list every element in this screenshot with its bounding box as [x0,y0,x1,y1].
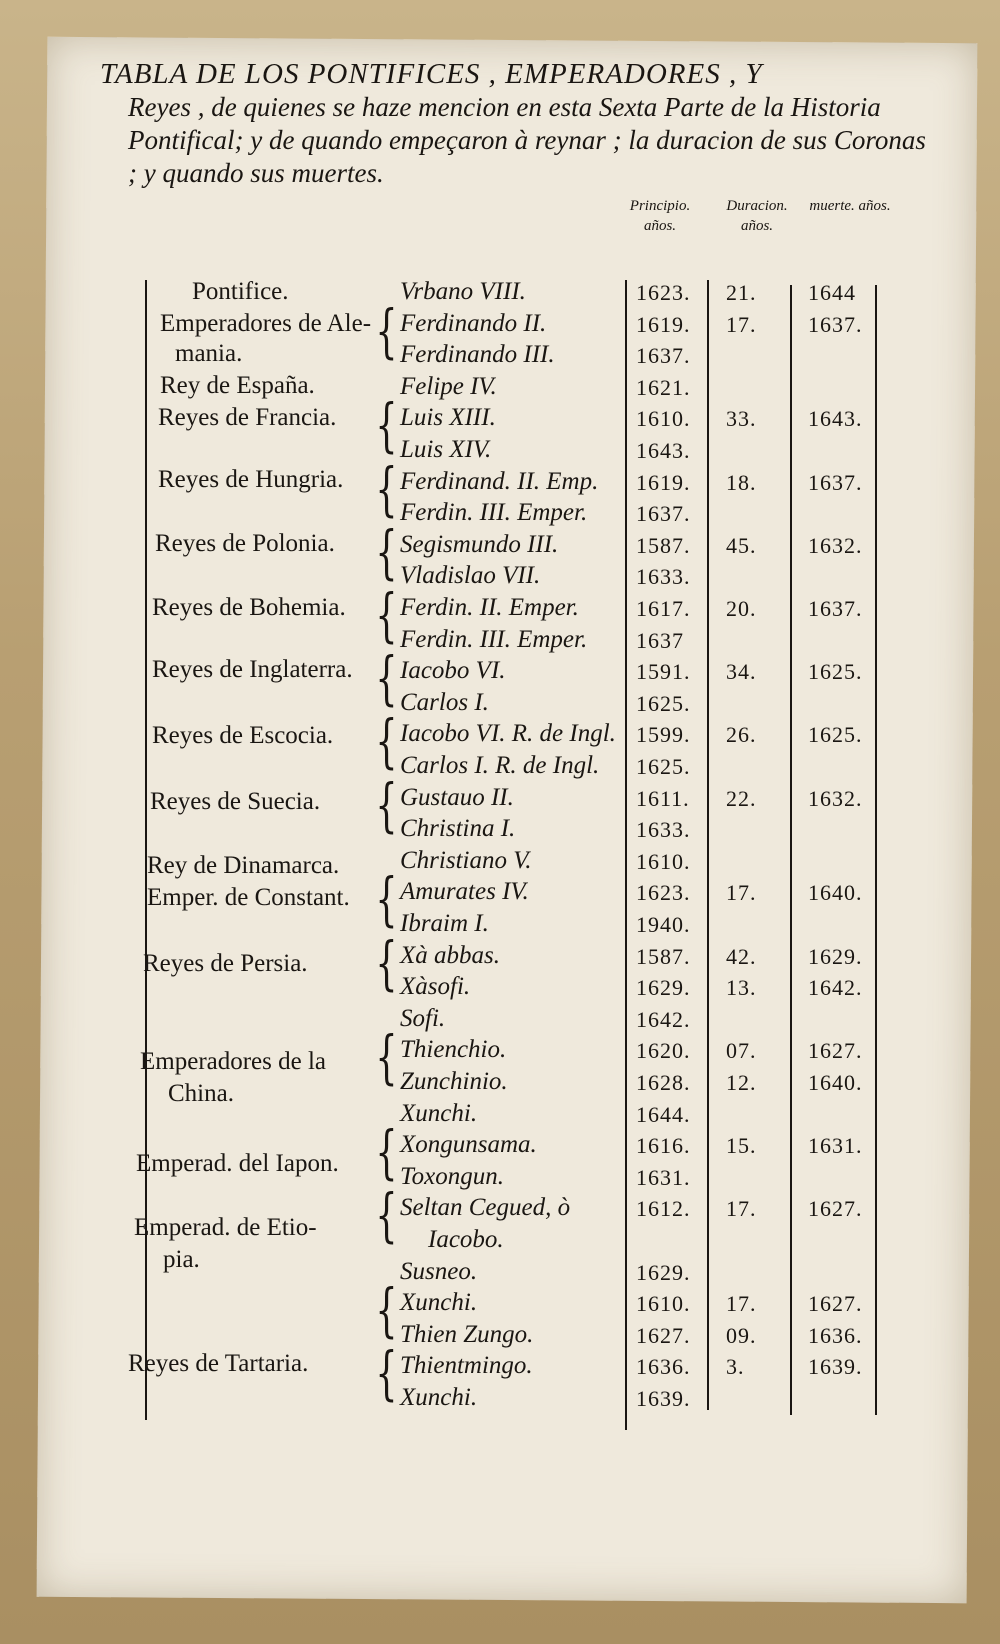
year-dur: 18. [726,469,757,495]
ruler-name: Xunchi. [400,1099,478,1127]
right-rule [875,285,877,1415]
year-death: 1640. [808,880,863,906]
monarchy-label: pia. [163,1246,200,1273]
ruler-name: Vladislao VII. [400,562,541,590]
ruler-name: Thien Zungo. [400,1320,534,1348]
year-start: 1623. [636,880,691,906]
ruler-name: Amurates IV. [400,878,529,906]
year-death: 1636. [808,1322,863,1348]
year-start: 1642. [636,1006,691,1032]
ruler-name: Gustauo II. [400,783,514,811]
page-title [100,58,930,190]
year-start: 1612. [636,1196,691,1222]
ruler-name: Xàsofi. [400,973,471,1001]
year-death: 1627. [808,1038,863,1064]
ruler-name: Christina I. [400,815,516,843]
ruler-name: Xunchi. [400,1384,478,1411]
ruler-name: Xà abbas. [400,941,500,969]
year-start: 1637. [636,501,691,527]
ruler-name: Xongunsama. [400,1131,537,1159]
monarchy-label: Reyes de Tartaria. [128,1350,309,1377]
left-rule [145,280,147,1420]
year-dur: 09. [726,1322,757,1348]
year-start: 1629. [636,1259,691,1285]
year-death: 1625. [808,722,863,748]
year-start: 1636. [636,1354,691,1380]
year-start: 1633. [636,817,691,843]
year-death: 1627. [808,1291,863,1317]
ruler-name: Carlos I. [400,688,489,716]
year-start: 1629. [636,975,691,1001]
year-death: 1627. [808,1196,863,1222]
ruler-name: Ferdin. III. Emper. [400,625,588,653]
year-start: 1619. [636,469,691,495]
year-dur: 22. [726,785,757,811]
year-death: 1629. [808,943,863,969]
brace-glyph: { [375,928,398,997]
brace-glyph: { [375,865,398,934]
ruler-name: Ferdin. II. Emper. [400,594,579,621]
year-start: 1587. [636,532,691,558]
year-start: 1637 [636,627,684,653]
year-death: 1625. [808,659,863,685]
year-dur: 34. [726,659,757,685]
brace-glyph: { [375,517,398,586]
monarchy-label: Reyes de Hungria. [158,466,344,493]
year-dur: 3. [726,1354,745,1380]
ruler-name: Iacobo VI. [400,657,506,685]
column-header-death: muerte. años. [809,198,891,214]
title-head: TABLA DE LOS PONTIFICES , EMPERADORES , Y [100,58,763,90]
ruler-name: Xunchi. [400,1289,478,1317]
year-dur: 17. [726,1196,757,1222]
year-start: 1627. [636,1322,691,1348]
monarchy-label: Reyes de Polonia. [155,530,335,557]
year-start: 1591. [636,659,691,685]
ruler-name: Toxongun. [400,1162,504,1190]
year-start: 1637. [636,343,691,369]
year-dur: 12. [726,1070,757,1095]
ruler-name: Vrbano VIII. [400,278,526,305]
monarchy-label: Reyes de Escocia. [152,722,334,749]
ruler-name: Carlos I. R. de Ingl. [400,752,600,779]
monarchy-label: mania. [175,340,243,367]
year-dur: 21. [726,280,757,305]
brace-glyph: { [375,1181,398,1250]
year-death: 1637. [808,311,863,337]
monarchy-label: Reyes de Inglaterra. [152,656,353,683]
monarchy-label: Reyes de Francia. [158,404,337,431]
year-dur: 13. [726,975,757,1001]
monarchy-label: Emperadores de la [140,1048,327,1075]
column-header-duration: Duracion. años. [726,198,788,234]
ruler-name: Susneo. [400,1257,478,1285]
rule-start [625,280,627,1430]
brace-glyph: { [375,1118,398,1187]
monarchy-label: Reyes de Persia. [143,950,308,977]
year-start: 1625. [636,690,691,716]
year-start: 1633. [636,564,691,590]
year-start: 1610. [636,1291,691,1317]
rule-duration [707,280,709,1410]
brace-glyph: { [375,1276,398,1345]
ruler-name: Ferdinando II. [400,309,547,337]
year-death: 1632. [808,532,863,558]
year-start: 1940. [636,912,691,937]
monarchy-label: Rey de España. [160,372,315,399]
brace-glyph: { [375,770,398,839]
ruler-name: Seltan Cegued, ò [400,1194,571,1222]
ruler-name: Felipe IV. [400,372,497,400]
ruler-name: Ferdinand. II. Emp. [400,467,599,495]
ruler-name: Ferdinando III. [400,341,555,369]
year-start: 1619. [636,311,691,337]
year-start: 1623. [636,280,691,305]
monarchy-label: Reyes de Suecia. [150,788,321,815]
year-death: 1632. [808,785,863,811]
year-start: 1643. [636,438,691,463]
title-rest: Reyes , de quienes se haze mencion en esta Sexta Parte de la Historia Pontifical; y de quando empeçaron à reynar ; la duracion de sus Coronas ; y quando sus muertes. [128,92,926,188]
ruler-name: Luis XIV. [400,436,492,463]
rule-death [790,285,792,1415]
year-dur: 42. [726,943,757,969]
ruler-name: Thientmingo. [400,1352,533,1380]
year-dur: 33. [726,406,757,432]
year-dur: 17. [726,1291,757,1317]
monarchy-label: Emperadores de Ale- [160,310,372,337]
year-death: 1637. [808,469,863,495]
brace-glyph: { [375,391,398,460]
year-dur: 45. [726,532,757,558]
year-start: 1644. [636,1101,691,1127]
year-death: 1643. [808,406,863,432]
year-dur: 26. [726,722,757,748]
year-dur: 20. [726,596,757,621]
monarchy-label: Emper. de Constant. [147,884,350,911]
year-death: 1644 [808,280,856,305]
year-dur: 07. [726,1038,757,1064]
ruler-name: Iacobo. [428,1226,504,1253]
monarchy-label: Emperad. del Iapon. [136,1150,339,1177]
ruler-name: Christiano V. [400,846,532,874]
ruler-name: Ferdin. III. Emper. [400,499,588,527]
year-start: 1639. [636,1386,691,1411]
monarchy-label: Rey de Dinamarca. [147,852,340,879]
year-start: 1625. [636,754,691,779]
brace-glyph: { [375,454,398,523]
ruler-name: Luis XIII. [400,404,496,432]
year-start: 1616. [636,1133,691,1159]
monarchy-label: Reyes de Bohemia. [152,594,346,621]
year-death: 1639. [808,1354,863,1380]
year-start: 1587. [636,943,691,969]
column-header-start: Principio. años. [629,198,691,234]
monarchy-label: Pontifice. [192,278,289,305]
monarchy-label: China. [168,1080,234,1107]
brace-glyph: { [375,1023,398,1092]
brace-glyph: { [375,644,398,713]
ruler-name: Thienchio. [400,1036,507,1064]
year-dur: 17. [726,880,757,906]
brace-glyph: { [375,581,398,649]
ruler-name: Ibraim I. [400,910,489,937]
year-death: 1642. [808,975,863,1001]
year-start: 1617. [636,596,691,621]
year-start: 1599. [636,722,691,748]
brace-glyph: { [375,296,398,365]
ruler-name: Sofi. [400,1004,446,1032]
year-start: 1610. [636,406,691,432]
year-death: 1637. [808,596,863,621]
year-dur: 15. [726,1133,757,1159]
year-death: 1631. [808,1133,863,1159]
year-start: 1620. [636,1038,691,1064]
year-start: 1611. [636,785,690,811]
ruler-name: Iacobo VI. R. de Ingl. [400,720,616,748]
ruler-name: Segismundo III. [400,530,559,558]
year-start: 1628. [636,1070,691,1095]
ruler-name: Zunchinio. [400,1068,508,1095]
year-start: 1631. [636,1164,691,1190]
year-start: 1610. [636,848,691,874]
brace-glyph: { [375,707,398,776]
year-start: 1621. [636,374,691,400]
monarchy-label: Emperad. de Etio- [134,1214,317,1241]
brace-glyph: { [375,1339,398,1408]
year-dur: 17. [726,311,757,337]
year-death: 1640. [808,1070,863,1095]
